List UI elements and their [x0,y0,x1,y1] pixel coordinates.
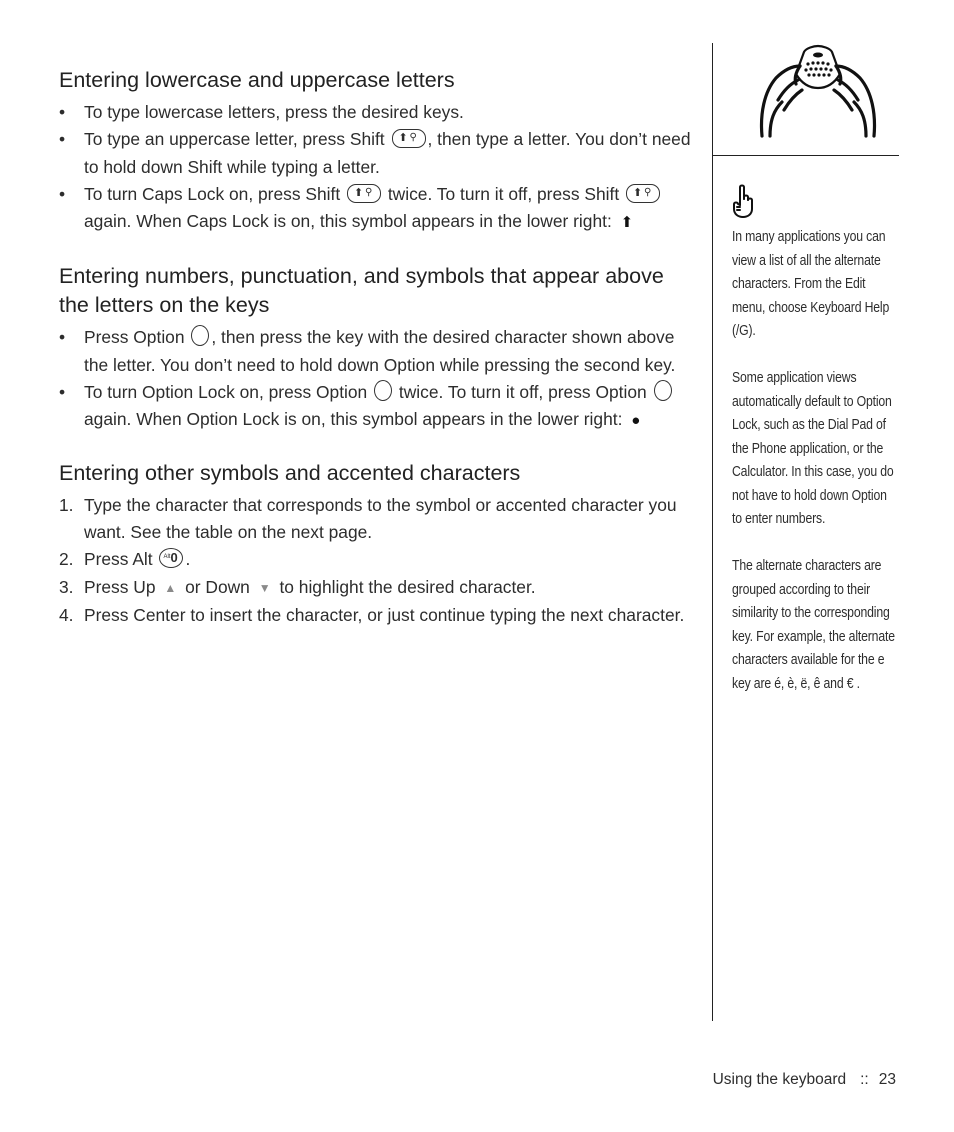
section-numbers-symbols [59,262,699,434]
tip-paragraph: In many applications you can view a list of all the alternate characters. From the Edit menu, choose Keyboard Help (/G). [732,229,890,339]
item-text: , then press the key with the desired character shown above the letter. You don’t need to hold down Option while pressing the second key. [84,327,676,375]
option-lock-icon: ● [631,412,641,430]
item-text: Press Alt [84,549,153,570]
bullet-list [59,99,699,236]
item-text: to highlight the desired character. [279,576,536,597]
list-item [59,574,699,602]
section-heading: Entering numbers, punctuation, and symbols that appear above the letters on the keys [59,264,664,318]
section-accented-characters [59,459,699,629]
option-key-icon [654,380,672,401]
list-item [59,181,699,237]
list-item [59,324,699,379]
sidebar-tips [732,226,895,720]
shift-key-icon: ⬆ ⚲ [347,184,381,203]
item-text: twice. To turn it off, press Shift [383,183,620,204]
section-lowercase-uppercase [59,66,699,236]
down-arrow-icon: ▼ [258,580,271,595]
list-item [59,126,699,181]
step-number: 2. [59,549,74,570]
bullet: • [59,183,66,204]
step-number: 4. [59,604,74,625]
alt-key-icon: Alt 0 [159,548,183,568]
column-divider [712,43,713,1021]
option-key-icon [191,325,209,346]
list-item [59,379,699,435]
list-item [59,492,699,547]
list-item [59,602,699,629]
numbered-list [59,492,699,629]
item-text: To type lowercase letters, press the desired keys. [84,102,464,122]
item-text: To type an uppercase letter, press Shift [84,129,385,150]
tip-paragraph: Some application views automatically default to Option Lock, such as the Dial Pad of the Phone application, or the Calculator. In this case, you do not have to hold down Option to enter numbers. [732,370,894,527]
item-text: twice. To turn it off, press Option [394,382,647,403]
item-text: To turn Caps Lock on, press Shift [84,183,341,204]
item-text: Type the character that corresponds to the symbol or accented character you want. See the table on the next page. [84,494,677,542]
section-heading: Entering other symbols and accented characters [59,460,521,485]
item-text: again. When Option Lock is on, this symbol appears in the lower right: [84,409,623,430]
bullet: • [59,382,66,403]
footer-separator: :: [860,1071,869,1088]
step-number: 1. [59,494,74,515]
shift-key-icon: ⬆ ⚲ [392,129,426,148]
item-text: or Down [185,576,250,597]
footer-section-name: Using the keyboard [712,1071,847,1088]
bullet-list [59,324,699,434]
section-heading: Entering lowercase and uppercase letters [59,68,455,92]
step-number: 3. [59,576,74,597]
shift-key-icon: ⬆ ⚲ [626,184,660,203]
bullet: • [59,327,66,348]
list-item [59,99,699,126]
bullet: • [59,129,66,150]
hands-typing-icon [756,44,880,139]
main-content [59,66,699,629]
item-text: To turn Option Lock on, press Option [84,382,368,403]
caps-lock-icon: ⬆ [620,214,634,232]
item-text: Press Up [84,576,156,597]
item-text: . [185,549,191,570]
list-item [59,546,699,573]
item-text: Press Center to insert the character, or just continue typing the next character. [84,604,685,625]
item-text: , then type a letter. You don’t need to hold down Shift while typing a letter. [84,129,691,177]
tip-pointing-hand-icon [731,183,755,219]
tip-paragraph: The alternate characters are grouped according to their similarity to the corresponding key. For example, the alternate characters available for the e key are é, è, ë, ê and € . [732,558,895,692]
item-text: Press Option [84,327,185,348]
up-arrow-icon: ▲ [164,580,177,595]
page-footer [713,1071,896,1089]
page-number: 23 [878,1071,896,1088]
sidebar-divider [713,155,899,156]
option-key-icon [374,380,392,401]
bullet: • [59,102,66,122]
item-text: again. When Caps Lock is on, this symbol appears in the lower right: [84,211,612,232]
